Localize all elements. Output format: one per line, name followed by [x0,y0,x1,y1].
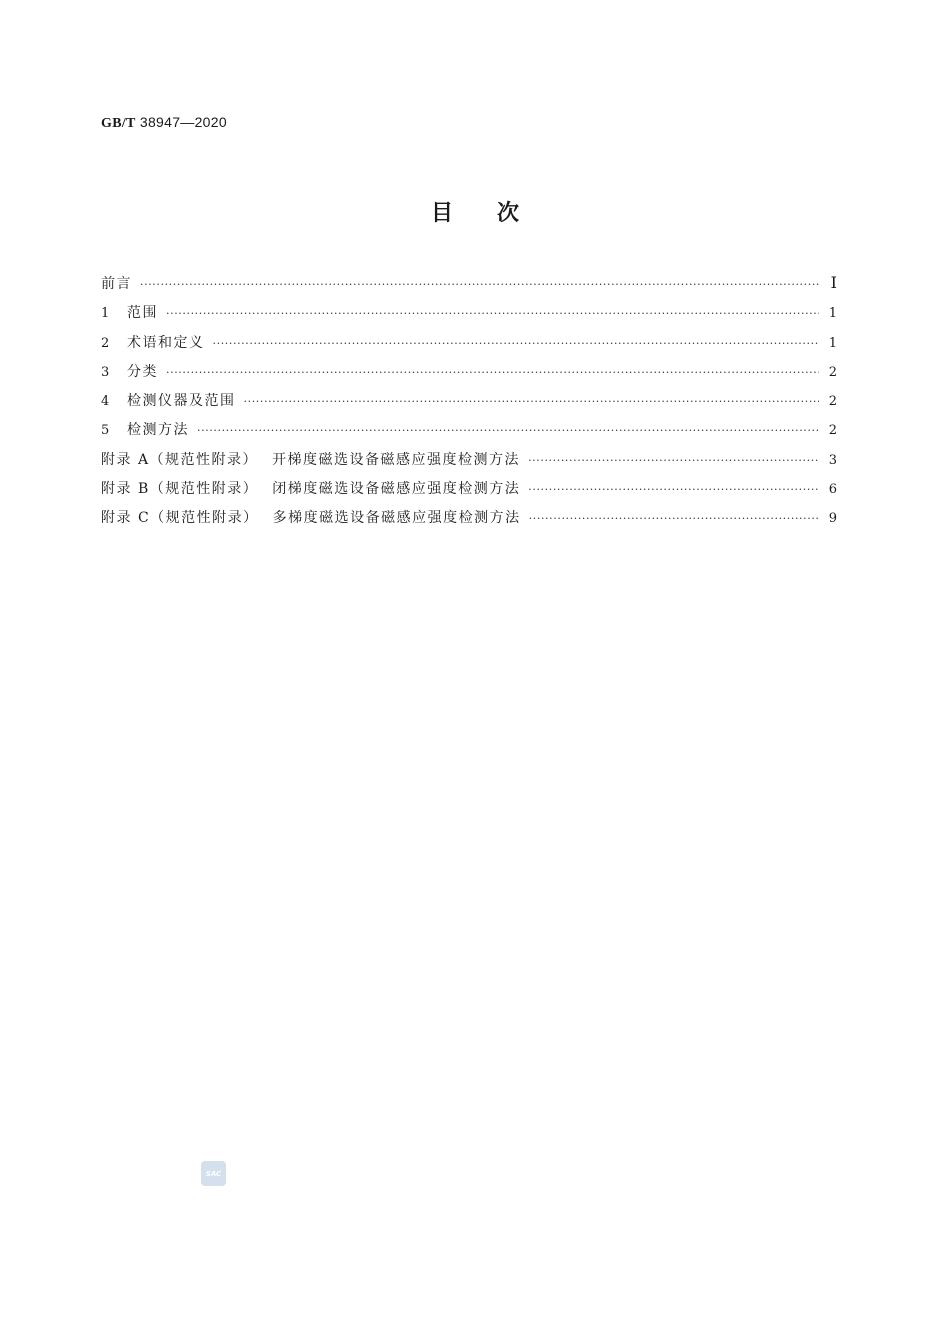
toc-leader-dots [529,512,819,525]
annex-title: 多梯度磁选设备磁感应强度检测方法 [272,510,521,527]
toc-entry-page: Ⅰ [830,273,837,292]
toc-entry-page: 9 [828,511,837,527]
toc-entry-page: 1 [828,306,837,322]
toc-entry-page: 1 [828,335,837,351]
toc-entry-number: 1 [101,306,110,322]
toc-entry-annex-c[interactable] [101,507,837,536]
toc-leader-dots [166,307,819,320]
toc-entry-5[interactable] [101,419,837,448]
toc-entry-page: 2 [828,364,837,380]
annex-prefix: 附录 C（规范性附录） [101,510,259,527]
toc-leader-dots [197,424,819,437]
toc-entry-page: 6 [828,482,837,498]
toc-entry-number: 4 [101,394,110,410]
toc-entry-annex-b[interactable] [101,478,837,507]
toc-entry-4[interactable] [101,390,837,419]
toc-leader-dots [213,337,820,350]
page-title: 目次 [430,201,563,226]
toc-entry-label [101,507,521,527]
toc-entry-label: 术语和定义 [127,334,205,351]
toc-leader-dots [528,483,819,496]
toc-entry-label: 分类 [127,363,158,380]
toc-entry-annex-a[interactable] [101,449,837,478]
toc-entry-number: 5 [101,423,110,439]
standard-code [101,114,227,132]
annex-title: 开梯度磁选设备磁感应强度检测方法 [272,451,521,468]
toc-leader-dots [166,366,819,379]
toc-entry-1[interactable] [101,302,837,331]
toc-entry-label [101,478,520,498]
standard-number: 38947—2020 [139,114,227,130]
toc-leader-dots [244,395,820,408]
toc-entry-label: 检测仪器及范围 [127,393,236,410]
toc-entry-page: 2 [828,394,837,410]
annex-prefix: 附录 A（规范性附录） [101,451,259,468]
toc-entry-number: 3 [101,364,110,380]
toc-entry-number: 2 [101,335,110,351]
toc-entry-label: 范围 [127,305,158,322]
toc-entry-page: 3 [828,452,837,468]
toc-leader-dots [140,278,819,291]
annex-title: 闭梯度磁选设备磁感应强度检测方法 [272,481,521,498]
toc-entry-foreword[interactable] [101,273,837,302]
toc-entry-label: 前言 [101,276,132,292]
toc-entry-3[interactable] [101,361,837,390]
standard-prefix: GB/T [101,116,136,131]
toc-leader-dots [528,454,819,467]
toc-entry-page: 2 [828,423,837,439]
toc-entry-label: 检测方法 [127,422,189,439]
toc-entry-2[interactable] [101,332,837,361]
sac-watermark-icon: SAC [201,1161,226,1186]
toc-entry-label [101,449,520,469]
table-of-contents [101,273,837,537]
annex-prefix: 附录 B（规范性附录） [101,481,259,498]
